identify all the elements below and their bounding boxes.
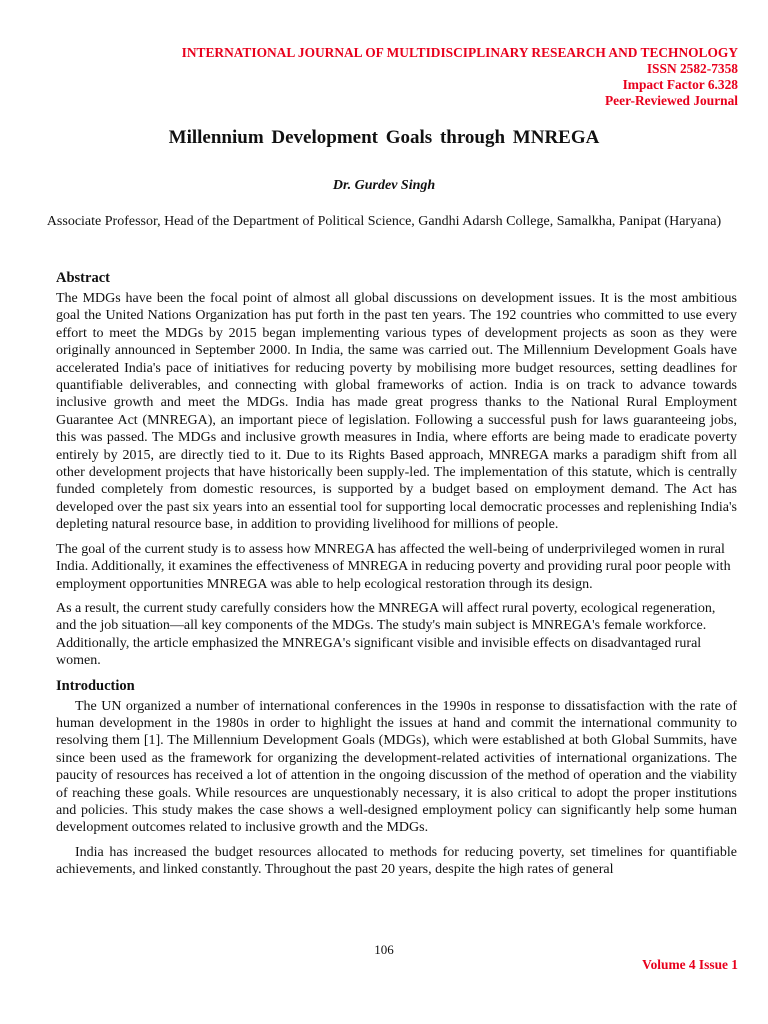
article-body [56, 269, 737, 886]
abstract-paragraph: As a result, the current study carefully considers how the MNREGA will affect rural poverty, ecological regeneration, and the job situation—all key components of the MDGs. The study's main subject is MNREGA's female workforce. Additionally, the article emphasized the MNREGA's significant visible and invisible effects on disadvantaged rural women. [56, 600, 716, 669]
introduction-paragraph: India has increased the budget resources allocated to methods for reducing poverty, set timelines for quantifiable achievements, and linked constantly. Throughout the past 20 years, despite the high rates of general [56, 844, 737, 878]
abstract-heading: Abstract [56, 270, 110, 286]
introduction-heading: Introduction [56, 677, 135, 694]
journal-name: INTERNATIONAL JOURNAL OF MULTIDISCIPLINARY RESEARCH AND TECHNOLOGY [181, 45, 738, 60]
journal-header [182, 45, 738, 109]
peer-review-label: Peer-Reviewed Journal [605, 93, 738, 108]
volume-issue: Volume 4 Issue 1 [642, 957, 738, 972]
article-title: Millennium Development Goals through MNREGA [168, 127, 600, 148]
issn: ISSN 2582-7358 [646, 61, 738, 76]
author-name: Dr. Gurdev Singh [332, 178, 436, 193]
abstract-paragraph: The goal of the current study is to assess how MNREGA has affected the well-being of underprivileged women in rural India. Additionally, it examines the effectiveness of MNREGA in reducing poverty and providing rural poor people with employment opportunities MNREGA was able to help ecological restoration through its design. [56, 541, 731, 592]
page-number: 106 [374, 942, 394, 957]
introduction-paragraph: The UN organized a number of international conferences in the 1990s in response to dissatisfaction with the rate of human development in the 1980s in order to highlight the issues at hand and commit the international community to resolving them [1]. The Millennium Development Goals (MDGs), which were established at both Global Summits, have since been used as the framework for organizing the development-related activities of international organizations. The paucity of resources has received a lot of attention in the ongoing discussion of the method of operation and the viability of reaching these goals. While resources are unquestionably necessary, it is also critical to adopt the proper institutions and policies. This study makes the case shows a well-designed employment policy can significantly help some human development outcomes related to inclusive growth and the MDGs. [56, 698, 737, 836]
author-affiliation: Associate Professor, Head of the Department of Political Science, Gandhi Adarsh College, Samalkha, Panipat (Haryana) [46, 214, 722, 229]
impact-factor: Impact Factor 6.328 [622, 77, 738, 92]
abstract-paragraph: The MDGs have been the focal point of almost all global discussions on development issues. It is the most ambitious goal the United Nations Organization has put forth in the past ten years. The 192 countries who committed to use every effort to meet the MDGs by 2015 began implementing various types of development projects as soon as they were originally announced in September 2000. In India, the same was carried out. The Millennium Development Goals have accelerated India's pace of initiatives for reducing poverty by mobilising more budget resources, setting deadlines for quantifiable deliverables, and connecting with global frameworks of action. India is on track to advance towards inclusive growth and meet the MDGs. India has made great progress thanks to the National Rural Employment Guarantee Act (MNREGA), an important piece of legislation. Following a successful push for laws guaranteeing jobs, this was passed. The MDGs and inclusive growth measures in India, where efforts are being made to eradicate poverty entirely by 2015, are directly tied to it. Due to its Rights Based approach, MNREGA marks a paradigm shift from all other development projects that have historically been supply-led. The implementation of this statute, which is centrally funded completely from domestic resources, is supported by a budget based on employment demand. The Act has developed over the past six years into an essential tool for supporting local democratic processes and replenishing India's depleting natural resource base, in addition to providing livelihood for millions of people. [56, 291, 737, 533]
